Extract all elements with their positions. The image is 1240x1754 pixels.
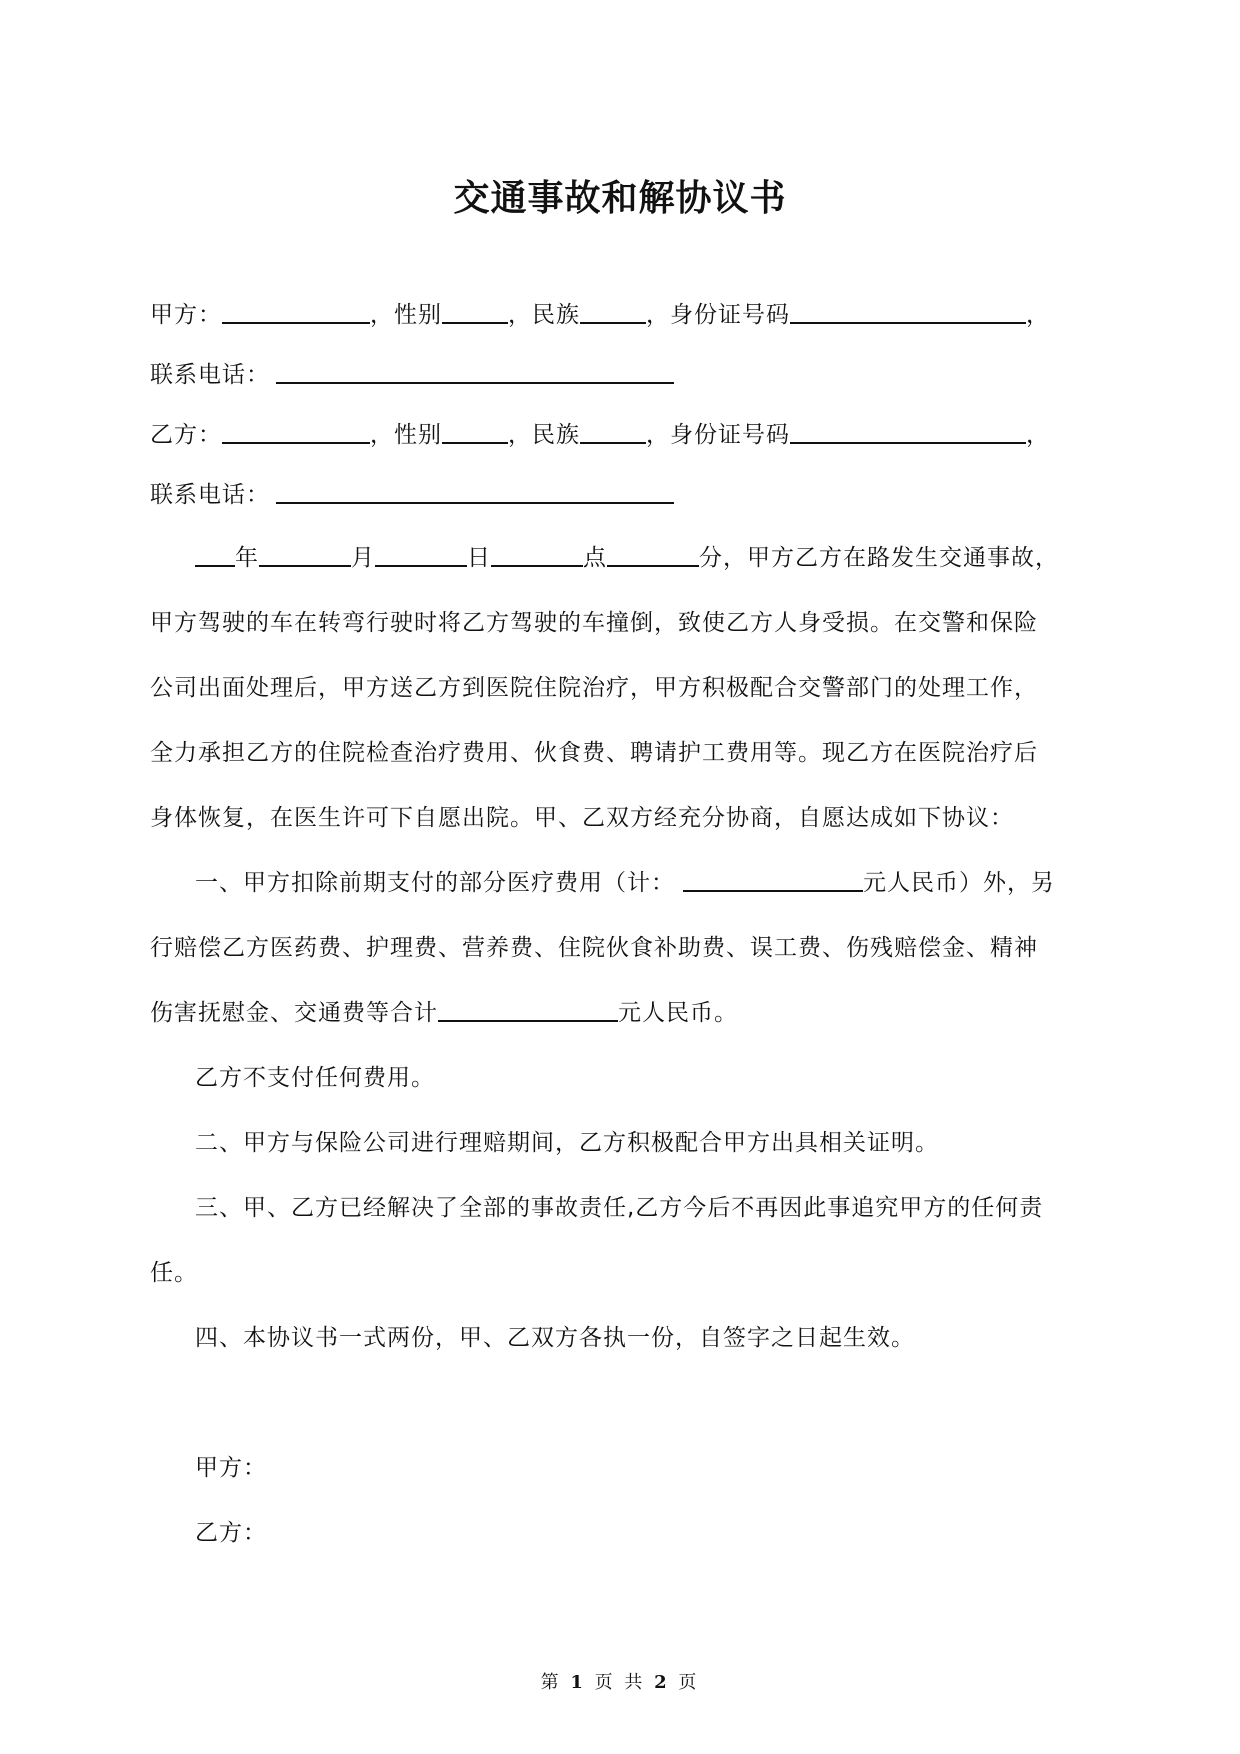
party-b-label: 乙方： [150, 422, 222, 448]
party-b-gender-field[interactable] [442, 420, 508, 444]
phone-label: 联系电话： [150, 482, 270, 508]
party-a-phone-line [150, 360, 1090, 390]
party-b-phone-line [150, 480, 1090, 510]
ethnicity-label: ，民族 [508, 302, 580, 328]
clause-1-text: 元人民币。 [618, 1000, 738, 1026]
body-line: 甲方驾驶的车在转弯行驶时将乙方驾驶的车撞倒，致使乙方人身受损。在交警和保险 [150, 610, 1038, 636]
party-a-gender-field[interactable] [442, 300, 508, 324]
page-footer [0, 1668, 1240, 1694]
gender-label: ，性别 [370, 302, 442, 328]
accident-date-line [195, 543, 1090, 573]
hour-label: 点 [583, 545, 607, 571]
signature-party-b: 乙方： [195, 1520, 267, 1546]
id-number-label: ，身份证号码 [646, 422, 790, 448]
clause-1-line-2: 行赔偿乙方医药费、护理费、营养费、住院伙食补助费、误工费、伤残赔偿金、精神 [150, 935, 1038, 961]
clause-1-text: 伤害抚慰金、交通费等合计 [150, 1000, 438, 1026]
footer-text: 第 [540, 1672, 562, 1693]
total-compensation-field[interactable] [438, 998, 618, 1022]
document-title: 交通事故和解协议书 [453, 178, 787, 219]
day-label: 日 [467, 545, 491, 571]
party-b-id-field[interactable] [790, 420, 1026, 444]
clause-1-line-1 [195, 868, 1090, 898]
party-a-line [150, 300, 1090, 330]
minute-label: 分 [699, 545, 723, 571]
gender-label: ，性别 [370, 422, 442, 448]
clause-3-line-2: 任。 [150, 1260, 198, 1286]
clause-2: 二、甲方与保险公司进行理赔期间，乙方积极配合甲方出具相关证明。 [195, 1130, 939, 1156]
party-b-name-field[interactable] [222, 420, 370, 444]
month-label: 月 [351, 545, 375, 571]
month-field[interactable] [259, 543, 351, 567]
total-pages-number: 2 [654, 1672, 670, 1693]
party-b-phone-field[interactable] [276, 480, 674, 504]
footer-text: 页 共 [594, 1672, 646, 1693]
minute-field[interactable] [607, 543, 699, 567]
footer-text: 页 [678, 1672, 700, 1693]
signature-party-a: 甲方： [195, 1455, 267, 1481]
party-b-line [150, 420, 1090, 450]
body-line: 公司出面处理后，甲方送乙方到医院住院治疗，甲方积极配合交警部门的处理工作， [150, 675, 1038, 701]
party-b-ethnicity-field[interactable] [580, 420, 646, 444]
hour-field[interactable] [491, 543, 583, 567]
day-field[interactable] [375, 543, 467, 567]
comma: ， [1026, 422, 1050, 448]
party-a-phone-field[interactable] [276, 360, 674, 384]
prepaid-amount-field[interactable] [683, 868, 863, 892]
party-a-ethnicity-field[interactable] [580, 300, 646, 324]
phone-label: 联系电话： [150, 362, 270, 388]
clause-3-line-1: 三、甲、乙方已经解决了全部的事故责任,乙方今后不再因此事追究甲方的任何责 [195, 1195, 1044, 1221]
ethnicity-label: ，民族 [508, 422, 580, 448]
body-line: 全力承担乙方的住院检查治疗费用、伙食费、聘请护工费用等。现乙方在医院治疗后 [150, 740, 1038, 766]
body-line: 身体恢复，在医生许可下自愿出院。甲、乙双方经充分协商，自愿达成如下协议： [150, 805, 1014, 831]
accident-intro-text: ，甲方乙方在路发生交通事故， [723, 545, 1059, 571]
clause-note: 乙方不支付任何费用。 [195, 1065, 435, 1091]
party-a-name-field[interactable] [222, 300, 370, 324]
clause-1-line-3 [150, 998, 1090, 1028]
clause-1-text: 元人民币）外，另 [863, 870, 1055, 896]
year-label: 年 [235, 545, 259, 571]
id-number-label: ，身份证号码 [646, 302, 790, 328]
clause-1-text: 一、甲方扣除前期支付的部分医疗费用（计： [195, 870, 675, 896]
clause-4: 四、本协议书一式两份，甲、乙双方各执一份，自签字之日起生效。 [195, 1325, 915, 1351]
party-a-id-field[interactable] [790, 300, 1026, 324]
year-field[interactable] [195, 543, 235, 567]
party-a-label: 甲方： [150, 302, 222, 328]
current-page-number: 1 [570, 1672, 586, 1693]
comma: ， [1026, 302, 1050, 328]
